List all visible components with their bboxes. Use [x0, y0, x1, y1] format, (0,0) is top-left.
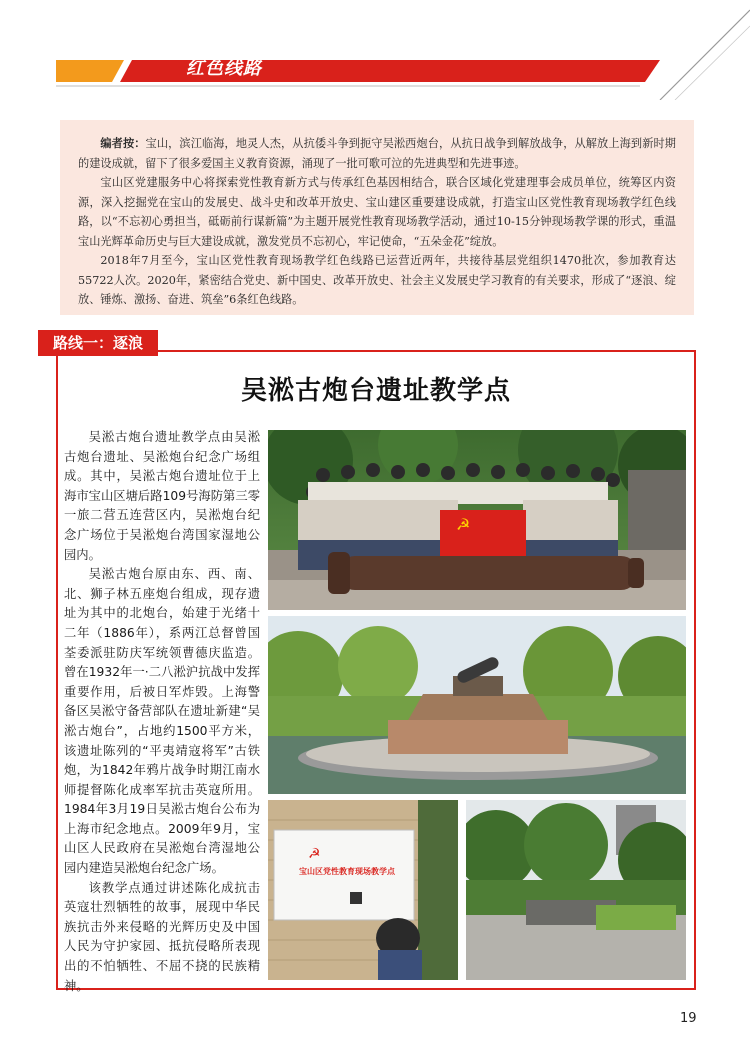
memorial-park-photo [466, 800, 686, 980]
route-paragraph-3: 该教学点通过讲述陈化成抗击英寇壮烈牺牲的故事，展现中华民族抗击外来侵略的光辉历史及中国人民为守护家园、抵抗侵略所表现出的不怕牺牲、不屈不挠的民族精神。 [64, 880, 260, 993]
sign-board-text: 宝山区党性教育现场教学点 [299, 867, 395, 876]
editor-note-paragraph-1: 编者按：宝山，滨江临海，地灵人杰，从抗倭斗争到扼守吴淞西炮台，从抗日战争到解放战争，从解放上海到新时期的建设成就，留下了很多爱国主义教育资源，涌现了一批可歌可泣的先进典型和先进事迹。 [78, 136, 676, 170]
cannon-monument-photo [268, 616, 686, 794]
teaching-sign-photo [268, 800, 458, 980]
editor-note-box [60, 120, 694, 315]
group-photo-cannon [268, 430, 686, 610]
svg-text:☭: ☭ [456, 515, 471, 534]
editor-note-paragraph-2: 宝山区党建服务中心将探索党性教育新方式与传承红色基因相结合，联合区域化党建理事会成员单位，统筹区内资源，深入挖掘党在宝山的发展史、战斗史和改革开放史、宝山建区重要建设成就，打造宝山区党性教育现场教学红色线路，以“不忘初心勇担当，砥砺前行谋新篇”为主题开展党性教育现场教学活动，通过10-15分钟现场教学课的形式，重温宝山光辉革命历史与巨大建设成就，激发党员不忘初心，牢记使命，“五朵金花”绽放。 [78, 176, 676, 248]
route-paragraph-1: 吴淞古炮台遗址教学点由吴淞古炮台遗址、吴淞炮台纪念广场组成。其中，吴淞古炮台遗址位于上海市宝山区塘后路109号海防第三零一旅二营五连营区内，吴淞炮台纪念广场位于吴淞炮台湾国家湿地公园内。 [64, 430, 260, 562]
page-number: 19 [680, 1011, 697, 1026]
editor-note-paragraph-3: 2018年7月至今，宝山区党性教育现场教学红色线路已运营近两年，共接待基层党组织1470批次，参加教育达55722人次。2020年，紧密结合党史、新中国史、改革开放史、社会主义发展史学习教育的有关要求，形成了“逐浪、绽放、锤炼、激扬、奋进、筑垒”6条红色线路。 [78, 254, 676, 306]
page-header [0, 0, 750, 100]
route-body-text [64, 428, 260, 996]
route-paragraph-2: 吴淞古炮台原由东、西、南、北、狮子林五座炮台组成，现存遗址为其中的北炮台，始建于光绪十二年（1886年），系两江总督曾国荃委派驻防庆军统领曹德庆监造。曾在1932年一·二八淞沪抗战中发挥重要作用，后被日军炸毁。上海警备区吴淞守备营部队在遗址新建“吴淞古炮台”，占地约1500平方米，该遗址陈列的“平夷靖寇将军”古铁炮，为1842年鸦片战争时期江南水师提督陈化成率军抗击英寇所用。1984年3月19日吴淞古炮台公布为上海市纪念地点。2009年9月，宝山区人民政府在吴淞炮台湾湿地公园内建造吴淞炮台纪念广场。 [64, 567, 260, 876]
header-banner-graphic [0, 0, 750, 100]
section-title: 红色线路 [186, 58, 262, 79]
svg-text:☭: ☭ [308, 846, 321, 862]
editor-note-lead: 编者按： [100, 136, 146, 150]
route-title: 吴淞古炮台遗址教学点 [240, 376, 511, 406]
route-tab: 路线一：逐浪 [38, 330, 158, 356]
